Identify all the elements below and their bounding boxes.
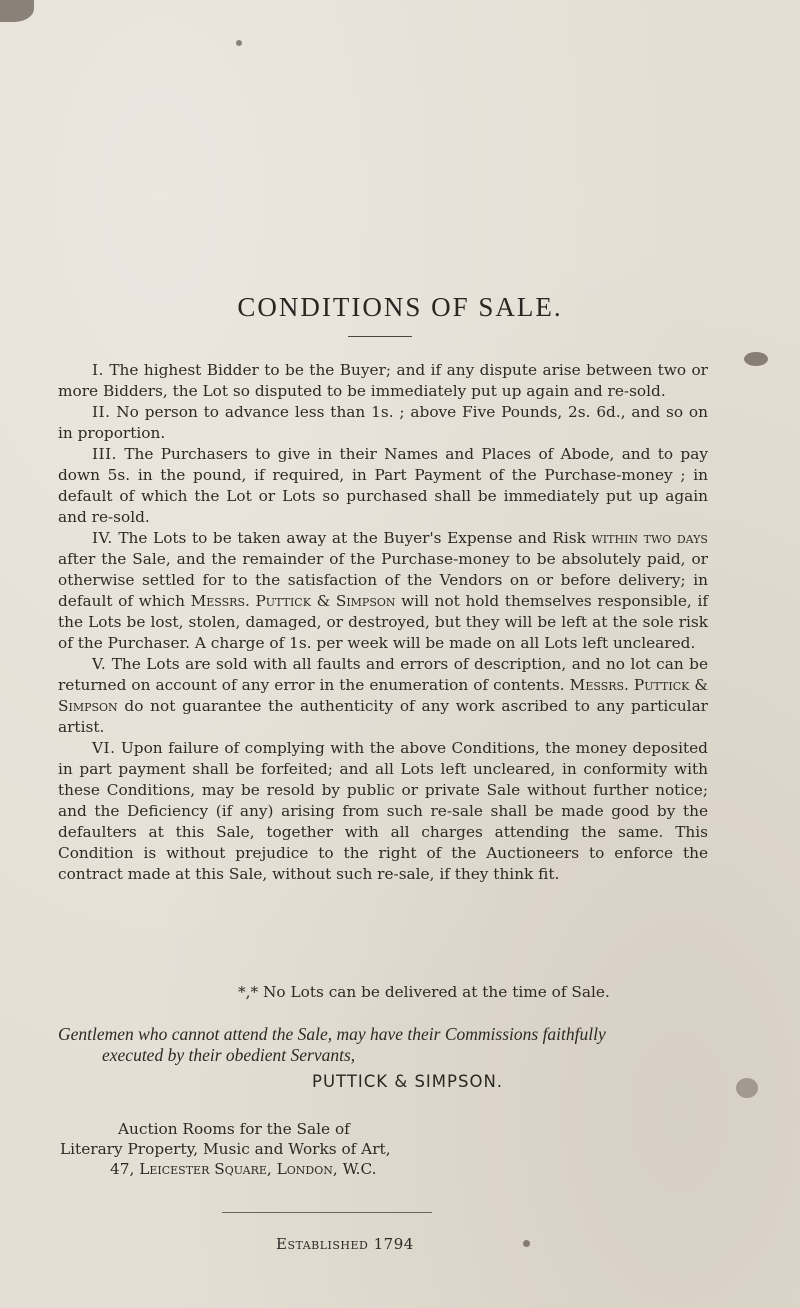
commissions-line-2: executed by their obedient Servants, [102, 1045, 356, 1065]
condition-3 [58, 444, 708, 528]
condition-text: Upon failure of complying with the above Conditions, the money deposited in part payment shall be forfeited; and all Lots left uncleared, in conformity with these Conditions, may be resold by public or private Sale without further notice; and the Deficiency (if any) arising from such re-sale shall be made good by the defaulters at this Sale, together with all charges attending the same. This Condition is without prejudice to the right of the Auctioneers to enforce the contract made at this Sale, without such re-sale, if they think fit. [58, 739, 708, 883]
ink-smudge-bottom [523, 1240, 530, 1247]
condition-text: The Lots are sold with all faults and errors of description, and no lot can be returned on account of any error in the enumeration of contents. [58, 655, 708, 694]
condition-4 [58, 528, 708, 654]
condition-numeral: II. [92, 403, 111, 421]
title-divider [348, 336, 412, 337]
condition-text: The highest Bidder to be the Buyer; and if any dispute arise between two or more Bidders, the Lot so disputed to be immediately put up again and re-sold. [58, 361, 708, 400]
conditions-list [58, 360, 708, 885]
condition-numeral: IV. [92, 529, 113, 547]
ink-smudge-top-left [0, 0, 34, 22]
condition-numeral: I. [92, 361, 104, 379]
firm-name: Messrs. Puttick & Simpson [58, 676, 708, 715]
ink-smudge-right [744, 352, 768, 366]
condition-text: The Lots to be taken away at the Buyer's Expense and Risk [118, 529, 586, 547]
condition-text: The Purchasers to give in their Names and Places of Abode, and to pay down 5s. in the pound, if required, in Part Payment of the Purchase-money ; in default of which the Lot or Lots so purchased shall be immediately put up again and re-sold. [58, 445, 708, 526]
condition-numeral: VI. [92, 739, 116, 757]
address-line-1: Auction Rooms for the Sale of [118, 1120, 350, 1138]
address-divider [222, 1212, 432, 1213]
address-line-2: Literary Property, Music and Works of Art, [60, 1140, 391, 1158]
condition-2 [58, 402, 708, 444]
condition-6 [58, 738, 708, 885]
condition-text-smallcaps: within two days [591, 529, 708, 547]
condition-5 [58, 654, 708, 738]
delivery-note: *,* No Lots can be delivered at the time of Sale. [238, 983, 610, 1001]
condition-text: do not guarantee the authenticity of any work ascribed to any particular artist. [58, 697, 708, 736]
condition-numeral: III. [92, 445, 117, 463]
condition-text: will not hold themselves responsible, if the Lots be lost, stolen, damaged, or destroyed, but they will be left at the sole risk of the Purchaser. A charge of 1s. per week will be made on all Lots left uncleared. [58, 592, 708, 652]
condition-text: after the Sale, and the remainder of the Purchase-money to be absolutely paid, or otherwise settled for to the satisfaction of the Vendors on or before delivery; in default of which [58, 550, 708, 610]
ink-smudge-right-lower [736, 1078, 758, 1098]
auctioneer-signature: PUTTICK & SIMPSON. [312, 1072, 504, 1091]
address-line-3: 47, Leicester Square, London, W.C. [110, 1160, 377, 1178]
condition-text: No person to advance less than 1s. ; above Five Pounds, 2s. 6d., and so on in proportion. [58, 403, 708, 442]
commissions-line-1: Gentlemen who cannot attend the Sale, may have their Commissions faithfully [58, 1024, 606, 1044]
ink-smudge-top [236, 40, 242, 46]
condition-numeral: V. [92, 655, 107, 673]
firm-name: Messrs. Puttick & Simpson [190, 592, 396, 610]
auction-rooms-address [60, 1119, 710, 1179]
commissions-notice [58, 1024, 708, 1066]
established-line: Established 1794 [276, 1235, 414, 1253]
condition-1 [58, 360, 708, 402]
page-title: CONDITIONS OF SALE. [237, 292, 563, 322]
